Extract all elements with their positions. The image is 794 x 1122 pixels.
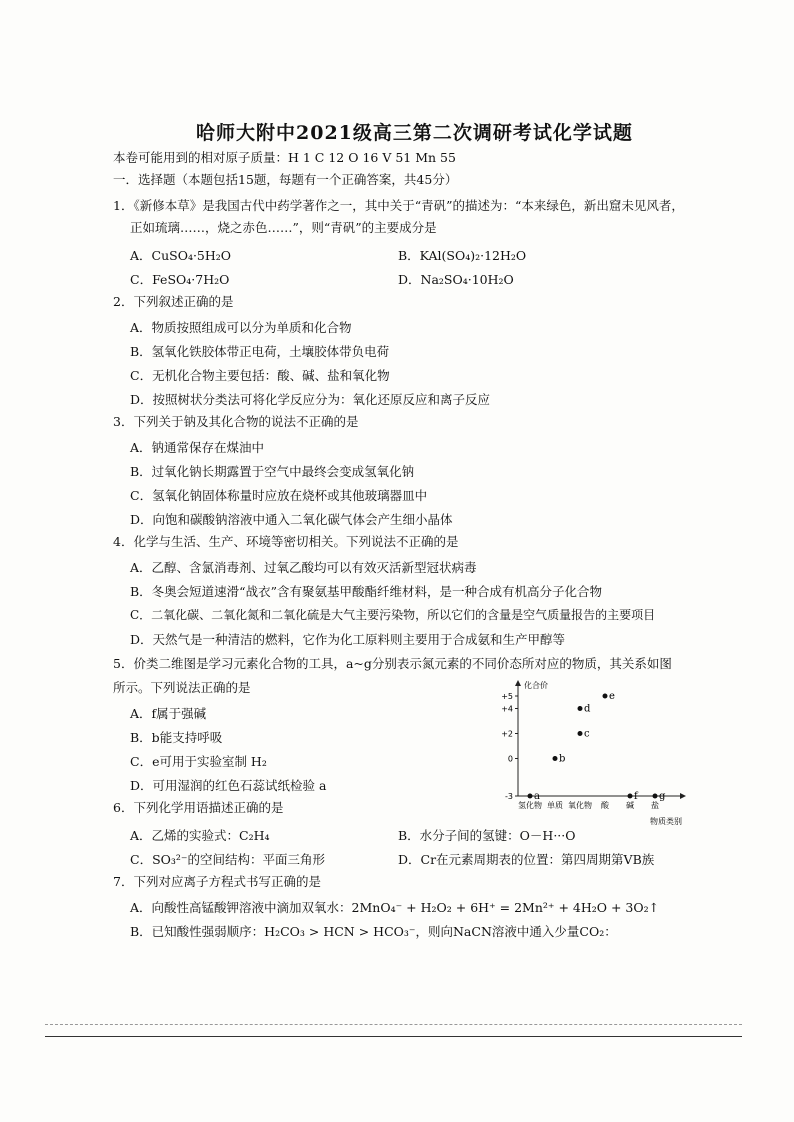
q5-option-a: A．f属于强碱 — [130, 706, 207, 721]
x-tick-label: 碱 — [626, 801, 634, 810]
q3-option-d: D．向饱和碳酸钠溶液中通入二氧化碳气体会产生细小晶体 — [130, 512, 453, 527]
y-tick-label: +2 — [501, 729, 513, 739]
q5-option-c: C．e可用于实验室制 H₂ — [130, 754, 267, 769]
q7-option-b: B．已知酸性强弱顺序：H₂CO₃ > HCN > HCO₃⁻，则向NaCN溶液中通入少量CO₂： — [130, 924, 617, 939]
q3-option-b: B．过氧化钠长期露置于空气中最终会变成氢氧化钠 — [130, 464, 415, 479]
point-b — [553, 756, 558, 761]
q2-option-c: C．无机化合物主要包括：酸、碱、盐和氧化物 — [130, 368, 390, 383]
point-label-d: d — [584, 703, 591, 715]
x-tick-label: 氧化物 — [568, 801, 592, 810]
y-tick-label: 0 — [507, 754, 513, 764]
footer-dashed-rule — [45, 1024, 742, 1025]
q2-stem: 2．下列叙述正确的是 — [113, 294, 234, 309]
q1-option-a: A．CuSO₄·5H₂O — [130, 248, 232, 263]
q4-option-d: D．天然气是一种清洁的燃料，它作为化工原料则主要用于合成氨和生产甲醇等 — [130, 632, 566, 647]
footer-rule — [45, 1036, 742, 1037]
y-tick-label: +4 — [501, 704, 513, 714]
q2-option-d: D．按照树状分类法可将化学反应分为：氧化还原反应和离子反应 — [130, 392, 491, 407]
point-f — [628, 794, 633, 799]
q4-option-c: C．二氧化碳、二氧化氮和二氧化硫是大气主要污染物，所以它们的含量是空气质量报告的主要项目 — [130, 608, 656, 622]
point-c — [578, 731, 583, 736]
q5-option-b: B．b能支持呼吸 — [130, 730, 223, 745]
y-tick-label: -3 — [505, 792, 513, 801]
y-tick-label: +5 — [501, 692, 513, 701]
x-tick-label: 单质 — [547, 801, 563, 810]
q6-option-b: B．水分子间的氢键：O－H···O — [398, 828, 576, 843]
q1-option-d: D．Na₂SO₄·10H₂O — [398, 272, 514, 287]
point-label-g: g — [659, 791, 666, 802]
section-heading: 一．选择题（本题包括15题，每题有一个正确答案，共45分） — [113, 172, 458, 187]
q2-option-b: B．氢氧化铁胶体带正电荷，土壤胶体带负电荷 — [130, 344, 390, 359]
point-label-e: e — [609, 691, 615, 702]
q1-stem-1: 1．《新修本草》是我国古代中药学著作之一，其中关于“青矾”的描述为：“本来绿色，新出窟未见风者， — [113, 198, 684, 213]
q2-option-a: A．物质按照组成可以分为单质和化合物 — [130, 320, 352, 335]
q3-option-a: A．钠通常保存在煤油中 — [130, 440, 265, 455]
valence-class-chart — [490, 678, 690, 828]
point-a — [528, 794, 533, 799]
point-g — [653, 794, 658, 799]
q1-option-b: B．KAl(SO₄)₂·12H₂O — [398, 248, 527, 263]
q4-stem: 4．化学与生活、生产、环境等密切相关。下列说法不正确的是 — [113, 534, 459, 549]
x-tick-label: 氢化物 — [518, 801, 542, 810]
page-title: 哈师大附中2021级高三第二次调研考试化学试题 — [196, 122, 633, 144]
q1-option-c: C．FeSO₄·7H₂O — [130, 272, 230, 287]
x-axis-arrow — [680, 793, 686, 799]
atomic-masses: 本卷可能用到的相对原子质量：H 1 C 12 O 16 V 51 Mn 55 — [113, 150, 456, 165]
q3-option-c: C．氢氧化钠固体称量时应放在烧杯或其他玻璃器皿中 — [130, 488, 428, 503]
point-label-c: c — [584, 728, 590, 740]
x-tick-label: 盐 — [651, 801, 659, 810]
q3-stem: 3．下列关于钠及其化合物的说法不正确的是 — [113, 414, 359, 429]
q4-option-b: B．冬奥会短道速滑“战衣”含有聚氨基甲酸酯纤维材料，是一种合成有机高分子化合物 — [130, 584, 602, 599]
q6-option-c: C．SO₃²⁻的空间结构：平面三角形 — [130, 852, 325, 867]
point-label-b: b — [559, 753, 566, 765]
q5-stem-1: 5．价类二维图是学习元素化合物的工具，a~g分别表示氮元素的不同价态所对应的物质，其关系如图 — [113, 656, 672, 671]
q6-option-a: A．乙烯的实验式：C₂H₄ — [130, 828, 270, 843]
q5-option-d: D．可用湿润的红色石蕊试纸检验 a — [130, 778, 327, 793]
q6-option-d: D．Cr在元素周期表的位置：第四周期第ⅤB族 — [398, 852, 655, 867]
q4-option-a: A．乙醇、含氯消毒剂、过氧乙酸均可以有效灭活新型冠状病毒 — [130, 560, 477, 575]
y-axis-label: 化合价 — [524, 681, 548, 690]
point-label-a: a — [534, 791, 540, 802]
q6-stem: 6．下列化学用语描述正确的是 — [113, 800, 284, 815]
q7-option-a: A．向酸性高锰酸钾溶液中滴加双氧水：2MnO₄⁻ + H₂O₂ + 6H⁺ = 2Mn²⁺ + 4H₂O + 3O₂↑ — [130, 900, 660, 915]
q5-stem-2: 所示。下列说法正确的是 — [113, 680, 251, 695]
x-tick-label: 酸 — [601, 801, 609, 810]
point-e — [603, 694, 608, 699]
point-label-f: f — [634, 791, 638, 802]
y-axis-arrow — [515, 680, 521, 686]
point-d — [578, 706, 583, 711]
q7-stem: 7．下列对应离子方程式书写正确的是 — [113, 874, 321, 889]
q1-stem-2: 正如琉璃……，烧之赤色……”，则“青矾”的主要成分是 — [130, 220, 437, 235]
x-axis-label: 物质类别 — [650, 817, 682, 826]
